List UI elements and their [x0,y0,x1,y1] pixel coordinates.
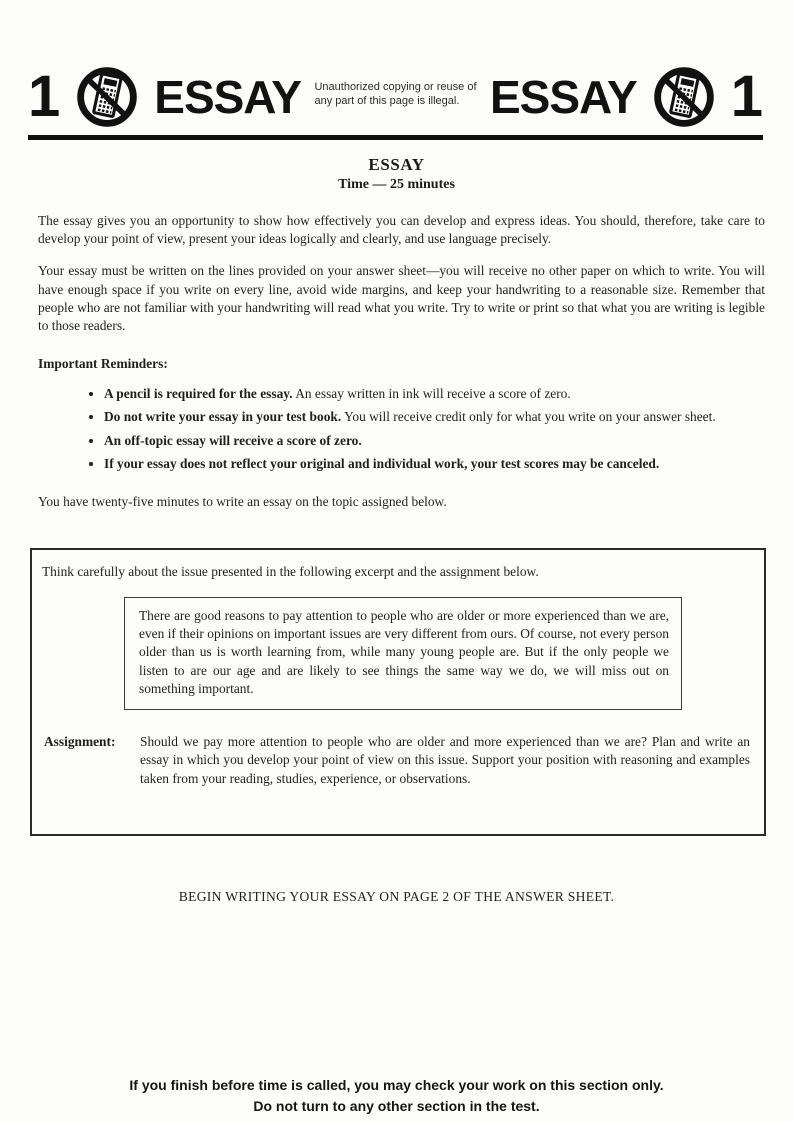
header-left-group [28,66,301,128]
footer-line1: If you finish before time is called, you may check your work on this section only. [129,1076,664,1093]
intro-paragraph-1: The essay gives you an opportunity to show how effectively you can develop and express ideas. You should, therefore, take care to develop your point of view, present your ideas logically and clearly, and use language precisely. [38,213,765,247]
reminder-rest-text: An essay written in ink will receive a score of zero. [295,385,571,401]
legal-notice [314,80,476,115]
page-header [28,66,763,128]
no-calculator-icon [653,66,715,128]
reminders-list [38,385,753,474]
reminders-heading: Important Reminders: [38,356,168,372]
section-label-right: ESSAY [489,71,637,123]
reminder-bold-text: If your essay does not reflect your original and individual work, your test scores may be canceled. [104,456,660,472]
reminder-item [104,455,753,474]
assignment-row [44,733,754,788]
no-calculator-icon [76,66,138,128]
time-limit: Time — 25 minutes [338,177,455,192]
prompt-box [30,548,766,836]
legal-line1: Unauthorized copying or reuse of [314,80,477,93]
header-right-group [490,66,763,128]
section-label-left: ESSAY [154,71,301,123]
prompt-instruction: Think carefully about the issue presented in the following excerpt and the assignment below. [42,563,539,579]
time-note: You have twenty-five minutes to write an essay on the topic assigned below. [38,493,447,509]
begin-note: BEGIN WRITING YOUR ESSAY ON PAGE 2 OF THE ANSWER SHEET. [178,888,615,904]
assignment-text: Should we pay more attention to people who are older and more experienced than we are? Plan and write an essay in which you develop your point of view on this issue. Support your position with reasoning and examples taken from your reading, studies, experience, or observations. [140,734,750,786]
essay-title: ESSAY [368,155,425,174]
section-number-left: 1 [28,64,61,129]
header-rule [28,135,763,140]
reminder-item [104,408,753,427]
excerpt-box [124,597,682,710]
reminder-item [104,385,753,404]
reminder-item [104,432,753,451]
reminder-bold-text: A pencil is required for the essay. [104,385,293,401]
section-number-right: 1 [730,64,763,129]
footer-instructions [0,1075,793,1117]
reminder-bold-text: An off-topic essay will receive a score of zero. [104,432,362,448]
legal-line2: any part of this page is illegal. [314,95,460,107]
reminder-rest-text: You will receive credit only for what you write on your answer sheet. [344,409,716,425]
footer-line2: Do not turn to any other section in the test. [253,1097,540,1114]
intro-paragraph-2: Your essay must be written on the lines provided on your answer sheet—you will receive no other paper on which to write. You will have enough space if you write on every line, avoid wide margins, and keep your handwriting to a reasonable size. Remember that people who are not familiar with your handwriting will read what you write. Try to write or print so that what you are writing is legible to those readers. [38,263,765,334]
reminder-bold-text: Do not write your essay in your test book. [104,409,342,425]
excerpt-text: There are good reasons to pay attention to people who are older or more experienced than we are, even if their opinions on important issues are very different from ours. Of course, not every person older than us is worth learning from, while many young people are. But if the only people we listen to are our age and are likely to see things the same way we do, we will miss out on something important. [139,607,669,696]
assignment-label: Assignment: [44,734,116,750]
